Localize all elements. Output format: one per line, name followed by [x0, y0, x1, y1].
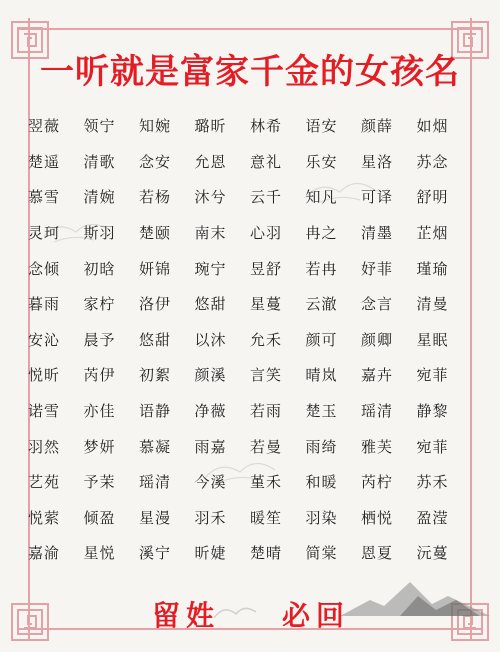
name-item: 初絮	[139, 366, 172, 385]
name-item: 楚颐	[139, 224, 172, 243]
name-item: 云澈	[305, 295, 338, 314]
name-item: 领宁	[83, 117, 116, 136]
name-item: 念安	[139, 152, 172, 171]
footer-right-text: 必回	[282, 599, 351, 632]
name-item: 悦萦	[28, 508, 61, 527]
name-item: 恩夏	[361, 544, 394, 563]
name-item: 晴岚	[305, 366, 338, 385]
name-item: 知婉	[139, 117, 172, 136]
name-item: 羽染	[305, 508, 338, 527]
name-item: 悦昕	[28, 366, 61, 385]
name-item: 意礼	[250, 152, 283, 171]
name-item: 苏禾	[416, 473, 449, 492]
name-item: 晨予	[83, 330, 116, 349]
name-item: 芷烟	[416, 224, 449, 243]
name-item: 云千	[250, 188, 283, 207]
name-item: 以沐	[194, 330, 227, 349]
name-item: 雨嘉	[194, 437, 227, 456]
name-item: 倾盈	[83, 508, 116, 527]
name-item: 舒明	[416, 188, 449, 207]
name-item: 悠甜	[139, 330, 172, 349]
name-item: 苏念	[416, 152, 449, 171]
name-item: 艺苑	[28, 473, 61, 492]
name-item: 颜可	[305, 330, 338, 349]
name-grid	[28, 108, 472, 571]
name-item: 简棠	[305, 544, 338, 563]
name-item: 颜溪	[194, 366, 227, 385]
name-item: 慕凝	[139, 437, 172, 456]
name-item: 暮雨	[28, 295, 61, 314]
name-item: 亦佳	[83, 402, 116, 421]
name-item: 星眠	[416, 330, 449, 349]
name-item: 语静	[139, 402, 172, 421]
name-item: 若雨	[250, 402, 283, 421]
name-item: 妍锦	[139, 259, 172, 278]
name-item: 沅蔓	[416, 544, 449, 563]
name-item: 予茉	[83, 473, 116, 492]
name-item: 念言	[361, 295, 394, 314]
name-item: 梦妍	[83, 437, 116, 456]
name-item: 琬宁	[194, 259, 227, 278]
name-item: 语安	[305, 117, 338, 136]
name-item: 诺雪	[28, 402, 61, 421]
name-item: 星悦	[83, 544, 116, 563]
name-item: 璐昕	[194, 117, 227, 136]
name-item: 嘉卉	[361, 366, 394, 385]
name-item: 今溪	[194, 473, 227, 492]
name-item: 静黎	[416, 402, 449, 421]
name-item: 堇禾	[250, 473, 283, 492]
name-item: 若冉	[305, 259, 338, 278]
name-item: 暖笙	[250, 508, 283, 527]
name-item: 清婉	[83, 188, 116, 207]
name-item: 星洛	[361, 152, 394, 171]
name-item: 和暖	[305, 473, 338, 492]
name-item: 雅芙	[361, 437, 394, 456]
name-item: 芮伊	[83, 366, 116, 385]
name-item: 安沁	[28, 330, 61, 349]
name-item: 宛菲	[416, 366, 449, 385]
name-item: 斯羽	[83, 224, 116, 243]
name-item: 如烟	[416, 117, 449, 136]
name-item: 清墨	[361, 224, 394, 243]
name-item: 若曼	[250, 437, 283, 456]
name-item: 栖悦	[361, 508, 394, 527]
name-item: 翌薇	[28, 117, 61, 136]
name-item: 昱舒	[250, 259, 283, 278]
name-item: 羽禾	[194, 508, 227, 527]
name-item: 若杨	[139, 188, 172, 207]
name-item: 宛菲	[416, 437, 449, 456]
name-item: 可译	[361, 188, 394, 207]
name-item: 慕雪	[28, 188, 61, 207]
footer-left-text: 留姓	[152, 599, 221, 632]
name-item: 南末	[194, 224, 227, 243]
name-item: 允禾	[250, 330, 283, 349]
name-item: 言笑	[250, 366, 283, 385]
name-item: 家柠	[83, 295, 116, 314]
frame-top-line	[18, 28, 482, 30]
name-item: 星蔓	[250, 295, 283, 314]
name-item: 灵珂	[28, 224, 61, 243]
name-item: 楚遥	[28, 152, 61, 171]
name-item: 颜薛	[361, 117, 394, 136]
name-item: 瑶清	[361, 402, 394, 421]
name-item: 瑾瑜	[416, 259, 449, 278]
name-item: 沐兮	[194, 188, 227, 207]
name-item: 净薇	[194, 402, 227, 421]
name-item: 妤菲	[361, 259, 394, 278]
name-item: 颜卿	[361, 330, 394, 349]
name-item: 初晗	[83, 259, 116, 278]
name-item: 雨绮	[305, 437, 338, 456]
name-item: 心羽	[250, 224, 283, 243]
name-item: 悠甜	[194, 295, 227, 314]
name-item: 楚晴	[250, 544, 283, 563]
name-item: 羽然	[28, 437, 61, 456]
name-item: 清曼	[416, 295, 449, 314]
page-title: 一听就是富家千金的女孩名	[40, 52, 460, 92]
name-item: 林希	[250, 117, 283, 136]
name-item: 嘉渝	[28, 544, 61, 563]
name-item: 清歌	[83, 152, 116, 171]
name-item: 楚玉	[305, 402, 338, 421]
name-item: 昕婕	[194, 544, 227, 563]
name-item: 知凡	[305, 188, 338, 207]
name-item: 允恩	[194, 152, 227, 171]
name-item: 瑶清	[139, 473, 172, 492]
name-item: 乐安	[305, 152, 338, 171]
name-item: 念倾	[28, 259, 61, 278]
footer	[0, 594, 500, 634]
name-item: 芮柠	[361, 473, 394, 492]
name-item: 溪宁	[139, 544, 172, 563]
name-item: 洛伊	[139, 295, 172, 314]
name-item: 星漫	[139, 508, 172, 527]
name-item: 冉之	[305, 224, 338, 243]
name-item: 盈滢	[416, 508, 449, 527]
